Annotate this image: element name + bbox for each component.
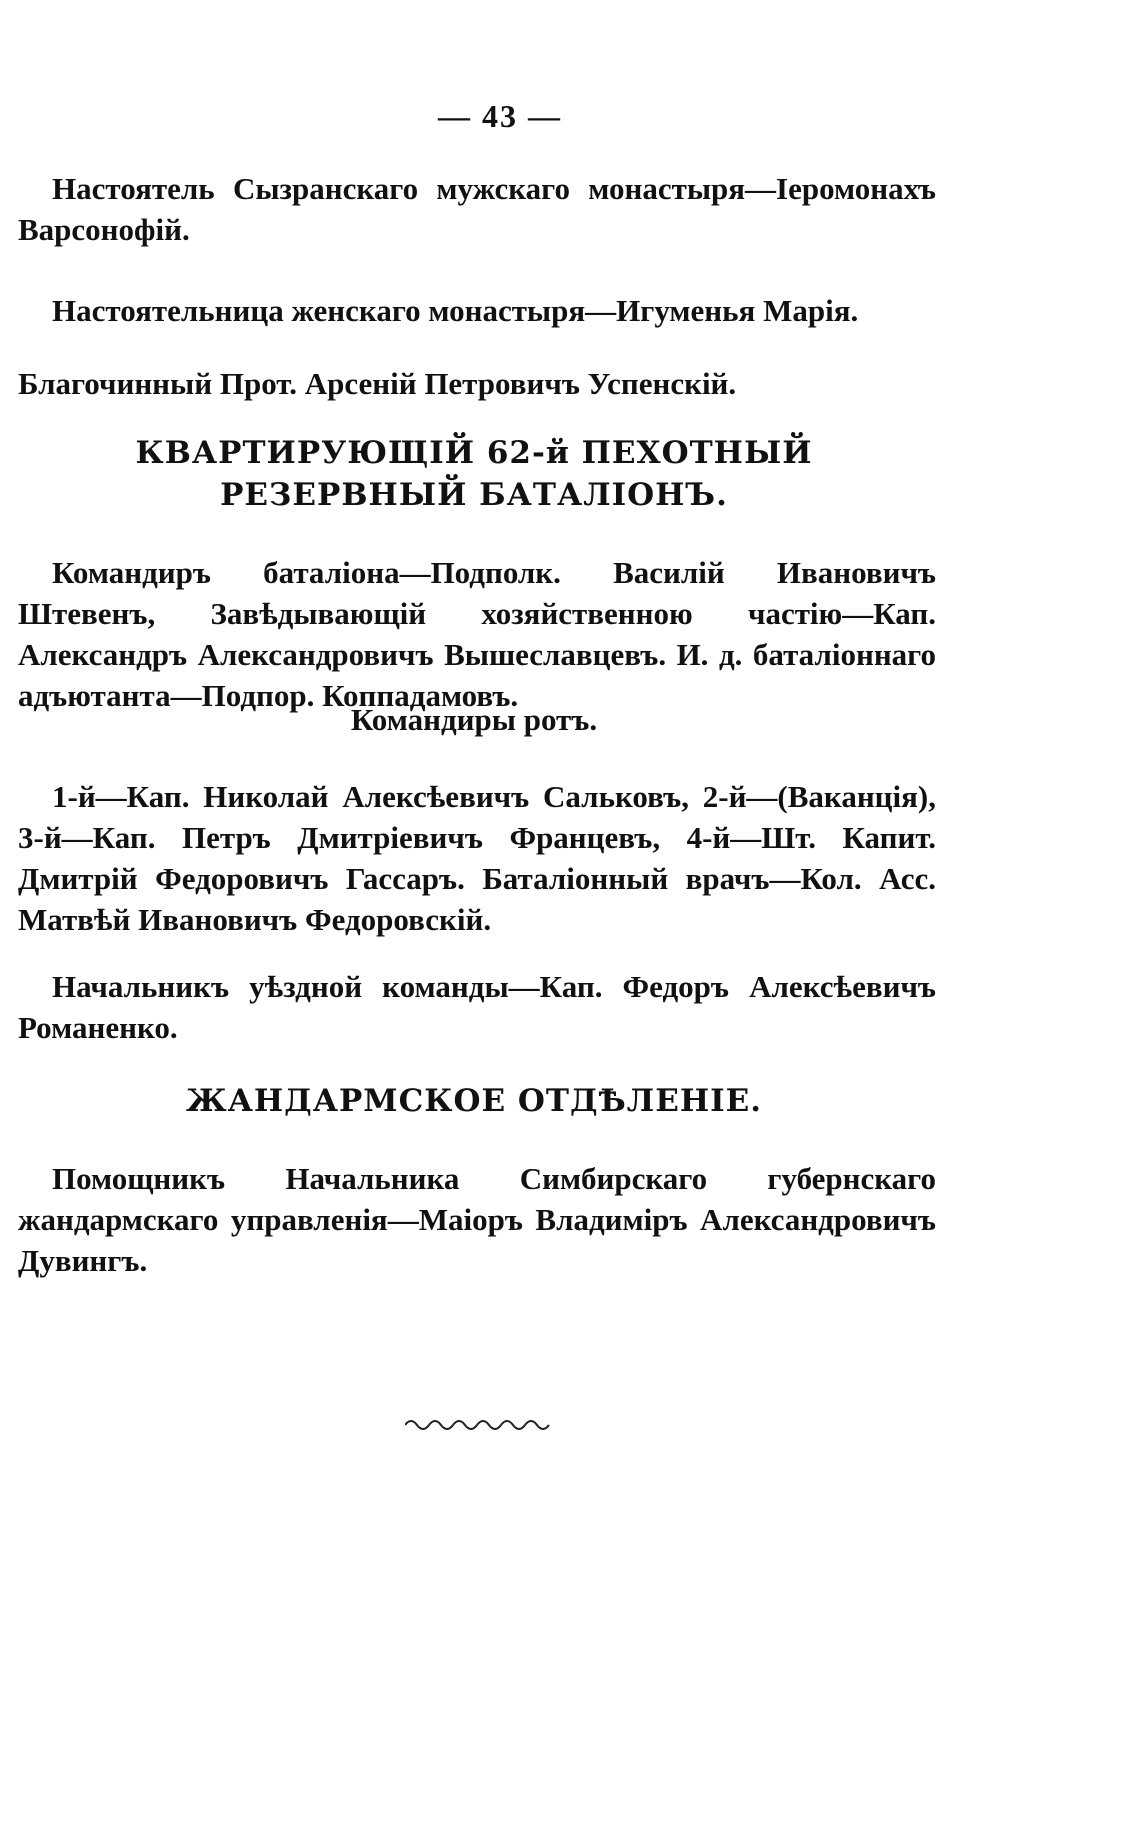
entry-monastery-abbot [18, 168, 936, 250]
gendarmerie-heading: ЖАНДАРМСКОЕ ОТДѢЛЕНІЕ. [185, 1083, 763, 1119]
entry-convent-abbess-text: Настоятельница женскаго монастыря—Игуменья Марія. [52, 293, 859, 328]
companies-list-text: 1-й—Кап. Николай Алексѣевичъ Сальковъ, 2-й—(Ваканція), 3-й—Кап. Петръ Дмитріевичъ Францевъ, 4-й—Шт. Капит. Дмитрій Федоровичъ Гассаръ. Баталіонный врачъ—Кол. Асс. Матвѣй Ивановичъ Федоровскій. [18, 779, 936, 937]
entry-convent-abbess [18, 290, 936, 331]
wavy-divider [405, 1418, 553, 1432]
battalion-heading: КВАРТИРУЮЩІЙ 62-й ПЕХОТНЫЙ РЕЗЕРВНЫЙ БАТАЛІОНЪ. [135, 435, 813, 513]
district-command [18, 966, 936, 1048]
companies-heading: Командиры ротъ. [350, 702, 598, 737]
district-command-text: Начальникъ уѣздной команды—Кап. Федоръ Алексѣевичъ Романенко. [18, 969, 936, 1045]
entry-dean [18, 363, 936, 404]
gendarmerie-assistant [18, 1158, 936, 1281]
entry-dean-text: Благочинный Прот. Арсеній Петровичъ Успенскій. [18, 366, 737, 401]
battalion-staff [18, 552, 936, 716]
gendarmerie-assistant-text: Помощникъ Начальника Симбирскаго губернскаго жандармскаго управленія—Маіоръ Владиміръ Александровичъ Дувингъ. [18, 1161, 936, 1278]
entry-monastery-abbot-text: Настоятель Сызранскаго мужскаго монастыря—Іеромонахъ Варсонофій. [18, 171, 936, 247]
battalion-staff-text: Командиръ баталіона—Подполк. Василій Ивановичъ Штевенъ, Завѣдывающій хозяйственною частію—Кап. Александръ Александровичъ Вышеславцевъ. И. д. баталіоннаго адъютанта—Подпор. Коппадамовъ. [18, 555, 936, 713]
page-number: — 43 — [438, 98, 562, 134]
companies-list [18, 776, 936, 940]
